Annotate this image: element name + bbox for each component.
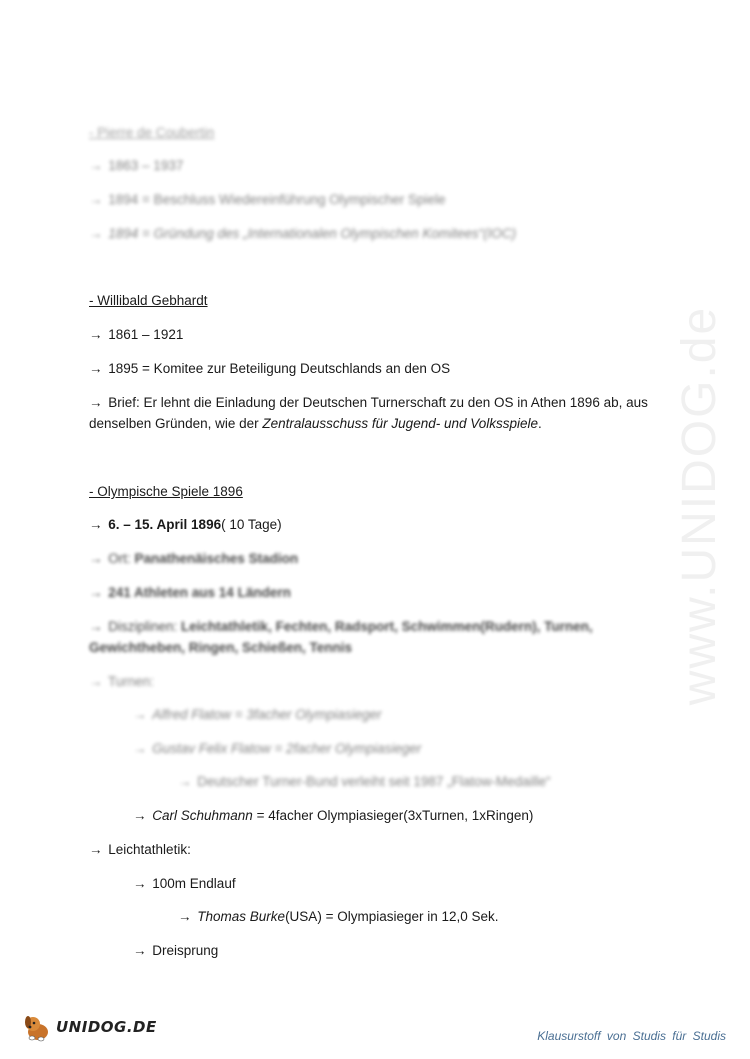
item-text: Deutscher Turner-Bund verleiht seit 1987 „Flatow-Medaille“	[197, 774, 551, 789]
item-text: 241 Athleten aus 14 Ländern	[108, 585, 291, 600]
heading-olympia: - Olympische Spiele 1896	[89, 484, 243, 499]
arrow-icon: →	[89, 395, 103, 410]
list-item	[89, 840, 191, 860]
item-text: Panathenäisches Stadion	[134, 551, 299, 566]
item-text: Turnen:	[108, 674, 155, 689]
item-text: 1894 = Beschluss Wiedereinführung Olympischer Spiele	[108, 192, 446, 207]
list-item	[89, 617, 593, 637]
arrow-icon: →	[133, 876, 147, 891]
item-text: ( 10 Tage)	[221, 517, 282, 532]
dog-icon	[22, 1012, 52, 1042]
item-text: = 4facher Olympiasieger(3xTurnen, 1xRingen)	[252, 808, 534, 823]
list-item	[178, 772, 551, 792]
unidog-logo[interactable]	[22, 1012, 157, 1042]
list-item-cont	[89, 638, 352, 658]
item-text: 1894 = Gründung des „Internationalen Olympischen Komitees“(IOC)	[108, 226, 517, 241]
item-text-italic: Thomas Burke	[197, 909, 286, 924]
arrow-icon: →	[89, 192, 103, 207]
arrow-icon: →	[178, 774, 192, 789]
arrow-icon: →	[89, 674, 103, 689]
list-item	[178, 907, 499, 927]
date-text: 6. – 15. April 1896	[108, 517, 222, 532]
list-item-brief	[89, 393, 648, 413]
arrow-icon: →	[89, 158, 103, 173]
list-item	[133, 874, 236, 894]
arrow-icon: →	[133, 943, 147, 958]
item-text: 1895 = Komitee zur Beteiligung Deutschlands an den OS	[108, 361, 451, 376]
item-text: 100m Endlauf	[152, 876, 236, 891]
heading-gebhardt: - Willibald Gebhardt	[89, 293, 208, 308]
list-item	[89, 325, 183, 345]
item-text: Gewichtheben, Ringen, Schießen, Tennis	[89, 640, 353, 655]
item-text: Disziplinen:	[108, 619, 182, 634]
logo-text: UNIDOG.DE	[56, 1018, 157, 1036]
list-item	[89, 190, 446, 210]
heading-coubertin: - Pierre de Coubertin	[89, 125, 215, 140]
arrow-icon: →	[89, 226, 103, 241]
list-item	[133, 806, 533, 826]
item-text: (USA) = Olympiasieger in 12,0 Sek.	[285, 909, 499, 924]
arrow-icon: →	[89, 327, 103, 342]
item-text: Leichtathletik:	[108, 842, 191, 857]
list-item	[89, 549, 298, 569]
list-item	[89, 672, 154, 692]
item-text-italic: Carl Schuhmann	[152, 808, 253, 823]
arrow-icon: →	[89, 585, 103, 600]
arrow-icon: →	[89, 551, 103, 566]
list-item	[89, 224, 516, 244]
arrow-icon: →	[89, 361, 103, 376]
list-item	[89, 359, 450, 379]
arrow-icon: →	[133, 741, 147, 756]
list-item	[133, 705, 382, 725]
item-text-italic: Zentralausschuss für Jugend- und Volksspiele	[262, 416, 539, 431]
arrow-icon: →	[89, 842, 103, 857]
item-text: Dreisprung	[152, 943, 219, 958]
item-text: 1863 – 1937	[108, 158, 184, 173]
arrow-icon: →	[89, 517, 103, 532]
item-text: Alfred Flatow = 3facher Olympiasieger	[152, 707, 382, 722]
watermark-text: www.UNIDOG.de	[673, 305, 727, 705]
list-item	[89, 515, 282, 535]
watermark	[655, 270, 745, 740]
list-item-brief-cont	[89, 414, 542, 434]
list-item	[133, 941, 218, 961]
item-text: Gustav Felix Flatow = 2facher Olympiasieger	[152, 741, 422, 756]
arrow-icon: →	[178, 909, 192, 924]
item-text: .	[538, 416, 542, 431]
item-text: 1861 – 1921	[108, 327, 184, 342]
list-item	[89, 583, 291, 603]
arrow-icon: →	[133, 707, 147, 722]
arrow-icon: →	[89, 619, 103, 634]
item-text: Brief: Er lehnt die Einladung der Deutschen Turnerschaft zu den OS in Athen 1896 ab, aus	[108, 395, 648, 410]
item-text: Leichtathletik, Fechten, Radsport, Schwimmen(Rudern), Turnen,	[181, 619, 593, 634]
list-item	[133, 739, 421, 759]
item-text: Ort:	[108, 551, 135, 566]
list-item	[89, 156, 183, 176]
item-text: denselben Gründen, wie der	[89, 416, 263, 431]
arrow-icon: →	[133, 808, 147, 823]
footer-tagline: Klausurstoff von Studis für Studis	[537, 1029, 726, 1043]
